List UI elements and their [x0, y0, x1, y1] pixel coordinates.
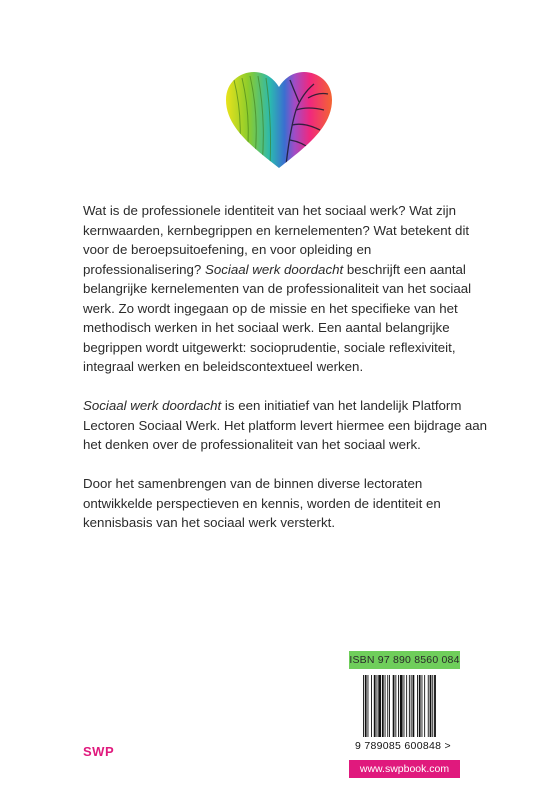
back-cover-blurb	[83, 201, 488, 552]
isbn-label: ISBN 97 890 8560 084	[349, 651, 460, 669]
blurb-paragraph-2	[83, 396, 488, 455]
blurb-text: is een initiatief van het landelijk Platform Lectoren Sociaal Werk. Het platform levert hiermee een bijdrage aan het denken over de professionaliteit van het sociaal werk.	[83, 398, 488, 452]
blurb-paragraph-1	[83, 201, 488, 377]
cover-heart-illustration	[224, 70, 334, 170]
publisher-logo: SWP	[83, 744, 115, 759]
publisher-url: www.swpbook.com	[349, 760, 460, 778]
book-title-italic: Sociaal werk doordacht	[83, 398, 222, 413]
barcode	[349, 669, 460, 759]
blurb-text: beschrijft een aantal belangrijke kernelementen van de professionaliteit van het sociaal werk. Zo wordt ingegaan op de missie en het specifieke van het methodisch werken in het sociaal werk. Een aantal belangrijke begrippen wordt uitgewerkt: socioprudentie, sociale reflexiviteit, integraal werken en beleidscontextueel werken.	[83, 261, 472, 374]
heart-icon	[224, 70, 334, 170]
blurb-text: Wat is de professionele identiteit van het sociaal werk? Wat zijn kernwaarden, kernbegrippen en kernelementen? Wat betekent dit voor de beroepsuitoefening, en voor opleiding en professionalisering?	[83, 203, 470, 277]
barcode-graphic	[363, 675, 459, 737]
blurb-paragraph-3: Door het samenbrengen van de binnen diverse lectoraten ontwikkelde perspectieven en kennis, worden de identiteit en kennisbasis van het sociaal werk versterkt.	[83, 476, 441, 530]
barcode-digits: 9 789085 600848 >	[355, 740, 451, 752]
book-title-italic: Sociaal werk doordacht	[204, 261, 344, 277]
